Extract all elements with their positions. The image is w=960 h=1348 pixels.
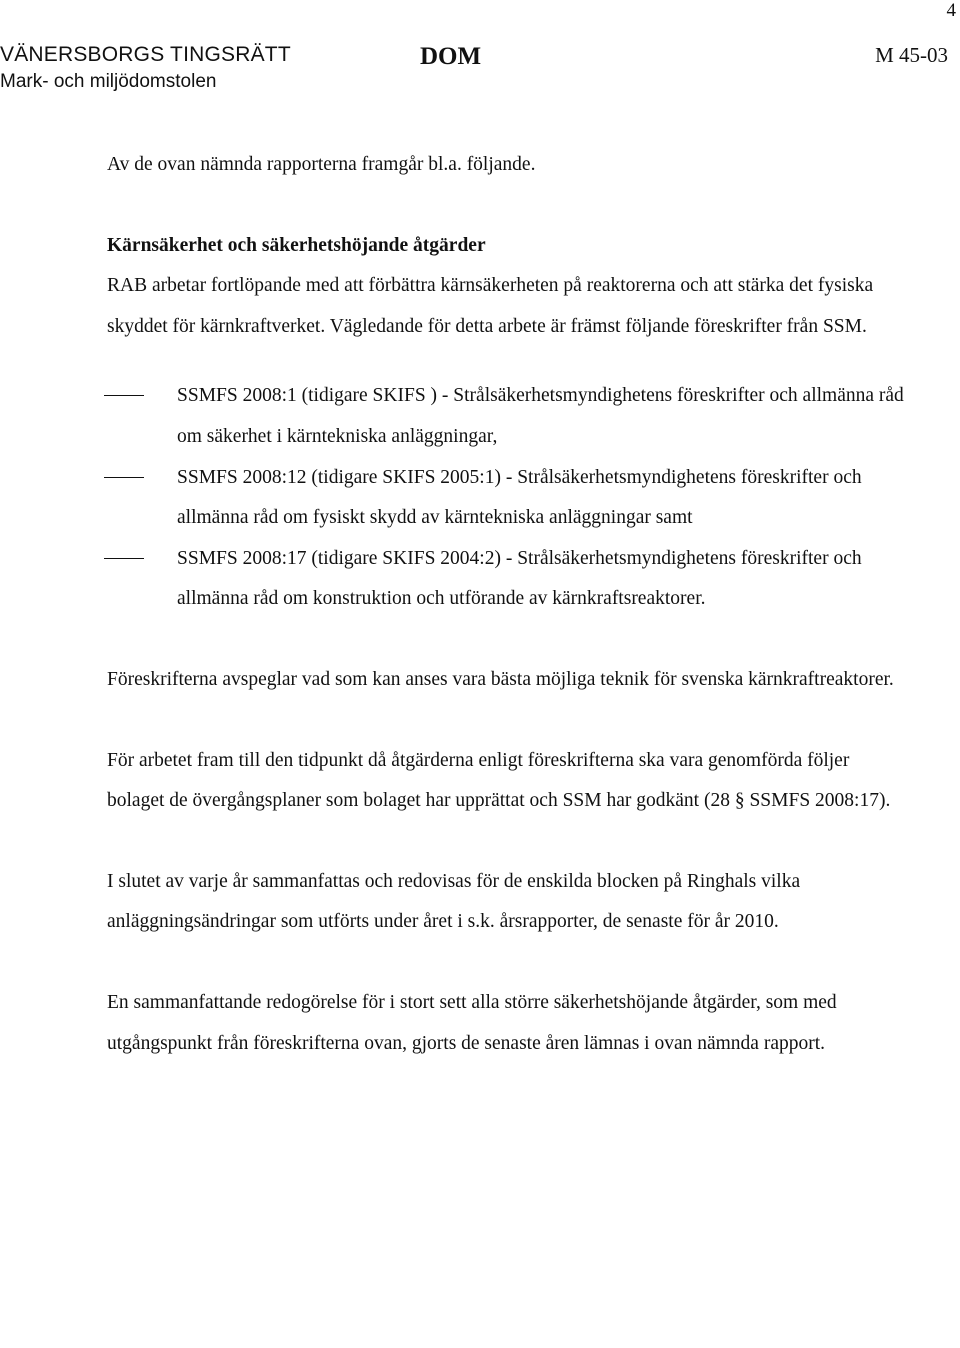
paragraph-bat: Föreskrifterna avspeglar vad som kan anses vara bästa möjliga teknik för svenska kärnkraftreaktorer. xyxy=(107,668,894,690)
court-subdivision: Mark- och miljödomstolen xyxy=(0,71,217,92)
lead-paragraph-part1: RAB arbetar fortlöpande med att förbättra kärnsäkerheten på reaktorerna och att stärka det fysiska skyddet för kärnkraftverket. xyxy=(107,275,874,337)
paragraph-summary: En sammanfattande redogörelse för i stort sett alla större säkerhetshöjande åtgärder, som med utgångspunkt från föreskrifterna ovan, gjorts de senaste åren lämnas i ovan nämnda rapport. xyxy=(107,991,837,1054)
list-item-text: SSMFS 2008:12 (tidigare SKIFS 2005:1) - Strålsäkerhetsmyndighetens föreskrifter och allmänna råd om fysiskt skydd av kärntekniska anläggningar samt xyxy=(177,466,862,529)
list-item-text: SSMFS 2008:1 (tidigare SKIFS ) - Strålsäkerhetsmyndighetens föreskrifter och allmänna råd om säkerhet i kärntekniska anläggningar, xyxy=(177,385,904,447)
intro-sentence: Av de ovan nämnda rapporterna framgår bl.a. följande. xyxy=(107,154,536,175)
paragraph-transition-plans: För arbetet fram till den tidpunkt då åtgärderna enligt föreskrifterna ska vara genomförda följer bolaget de övergångsplaner som bolaget har upprättat och SSM har godkänt (28 § SSMFS 2008:17). xyxy=(107,749,891,812)
dash-bullet-icon xyxy=(104,395,144,396)
list-item xyxy=(177,539,907,620)
page-number: 4 xyxy=(946,0,956,21)
document-header xyxy=(0,42,960,102)
lead-paragraph-part2: Vägledande för detta arbete är främst följande föreskrifter från SSM. xyxy=(329,315,867,337)
lead-paragraph xyxy=(107,266,907,347)
list-item xyxy=(177,376,907,457)
list-item-text: SSMFS 2008:17 (tidigare SKIFS 2004:2) - Strålsäkerhetsmyndighetens föreskrifter och allmänna råd om konstruktion och utförande av kärnkraftsreaktorer. xyxy=(177,547,862,610)
paragraph-annual-reports: I slutet av varje år sammanfattas och redovisas för de enskilda blocken på Ringhals vilka anläggningsändringar som utförts under året i s.k. årsrapporter, de senaste för år 2010. xyxy=(107,870,801,933)
dash-bullet-icon xyxy=(104,558,144,559)
section-heading: Kärnsäkerhet och säkerhetshöjande åtgärder xyxy=(107,234,486,256)
document-body xyxy=(107,145,907,1064)
court-name: VÄNERSBORGS TINGSRÄTT xyxy=(0,43,291,66)
document-type: DOM xyxy=(420,43,482,70)
dash-bullet-icon xyxy=(104,477,144,478)
regulation-list xyxy=(107,376,907,620)
list-item xyxy=(177,458,907,539)
case-number: M 45-03 xyxy=(875,43,948,67)
